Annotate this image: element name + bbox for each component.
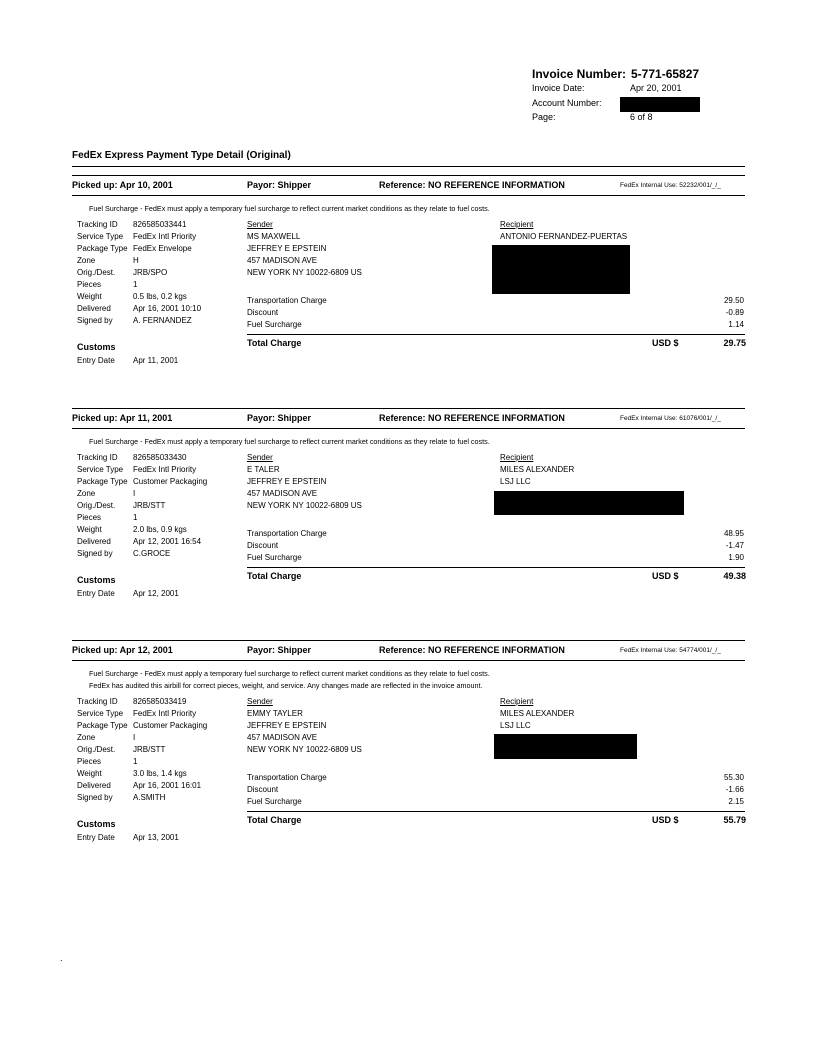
payor: Payor: Shipper [247, 180, 312, 190]
page-number: 6 of 8 [630, 112, 653, 122]
recipient-label: Recipient [500, 697, 534, 706]
picked-up: Picked up: Apr 10, 2001 [72, 180, 173, 190]
transportation-charge-value: 48.95 [723, 529, 744, 538]
value-weight: 0.5 lbs, 0.2 kgs [133, 292, 187, 301]
currency-label: USD $ [652, 815, 679, 825]
invoice-date: Apr 20, 2001 [630, 83, 682, 93]
currency-label: USD $ [652, 571, 679, 581]
invoice-number-label: Invoice Number: [532, 67, 627, 81]
discount-label: Discount [247, 785, 279, 794]
sender-line: E TALER [247, 465, 280, 474]
total-line [247, 811, 745, 812]
section-title: FedEx Express Payment Type Detail (Original) [72, 150, 291, 161]
shipment-top-line [72, 640, 745, 641]
entry-date-value: Apr 11, 2001 [133, 356, 179, 365]
value-package-type: Customer Packaging [133, 477, 208, 486]
customs-label: Customs [77, 575, 116, 585]
shipment-header-line [72, 195, 745, 196]
value-pieces: 1 [133, 280, 138, 289]
value-zone: H [133, 256, 139, 265]
entry-date-value: Apr 12, 2001 [133, 589, 179, 598]
total-line [247, 334, 745, 335]
divider [72, 166, 745, 167]
label-pieces: Pieces [77, 757, 102, 766]
payor: Payor: Shipper [247, 413, 312, 423]
total-charge-value: 49.38 [723, 571, 746, 581]
value-orig-dest: JRB/SPO [133, 268, 168, 277]
sender-line: EMMY TAYLER [247, 709, 303, 718]
value-delivered: Apr 16, 2001 16:01 [133, 781, 202, 790]
discount-value: -0.89 [725, 308, 744, 317]
value-service-type: FedEx Intl Priority [133, 465, 197, 474]
internal-use: FedEx Internal Use: 52232/001/_/_ [620, 182, 721, 189]
total-charge-value: 55.79 [723, 815, 746, 825]
fuel-surcharge-value: 1.14 [728, 320, 744, 329]
entry-date-label: Entry Date [77, 589, 115, 598]
value-signed-by: A.SMITH [133, 793, 166, 802]
label-pieces: Pieces [77, 513, 102, 522]
value-tracking-id: 826585033419 [133, 697, 187, 706]
sender-label: Sender [247, 220, 273, 229]
discount-label: Discount [247, 308, 279, 317]
value-orig-dest: JRB/STT [133, 501, 166, 510]
recipient-redaction [494, 734, 637, 759]
customs-label: Customs [77, 819, 116, 829]
label-zone: Zone [77, 489, 96, 498]
internal-use: FedEx Internal Use: 61076/001/_/_ [620, 415, 721, 422]
entry-date-label: Entry Date [77, 833, 115, 842]
label-signed-by: Signed by [77, 793, 113, 802]
label-delivered: Delivered [77, 537, 111, 546]
total-line [247, 567, 745, 568]
shipment-top-line [72, 408, 745, 409]
fuel-surcharge-value: 2.15 [728, 797, 744, 806]
recipient-redaction [494, 491, 684, 515]
value-signed-by: A. FERNANDEZ [133, 316, 192, 325]
page-label: Page: [532, 112, 556, 122]
label-pieces: Pieces [77, 280, 102, 289]
value-delivered: Apr 16, 2001 10:10 [133, 304, 202, 313]
note-line: FedEx has audited this airbill for correct pieces, weight, and service. Any changes made are reflected in the invoice amount. [89, 681, 483, 690]
value-pieces: 1 [133, 757, 138, 766]
label-weight: Weight [77, 292, 102, 301]
sender-line: NEW YORK NY 10022-6809 US [247, 268, 362, 277]
label-tracking-id: Tracking ID [77, 453, 118, 462]
value-orig-dest: JRB/STT [133, 745, 166, 754]
invoice-date-label: Invoice Date: [532, 83, 585, 93]
transportation-charge-value: 55.30 [723, 773, 744, 782]
transportation-charge-label: Transportation Charge [247, 529, 327, 538]
label-package-type: Package Type [77, 721, 128, 730]
recipient-line: MILES ALEXANDER [500, 465, 575, 474]
label-package-type: Package Type [77, 477, 128, 486]
discount-value: -1.47 [725, 541, 744, 550]
label-service-type: Service Type [77, 465, 124, 474]
discount-label: Discount [247, 541, 279, 550]
recipient-redaction [492, 245, 630, 294]
entry-date-label: Entry Date [77, 356, 115, 365]
value-delivered: Apr 12, 2001 16:54 [133, 537, 202, 546]
picked-up: Picked up: Apr 12, 2001 [72, 645, 173, 655]
label-tracking-id: Tracking ID [77, 697, 118, 706]
payor: Payor: Shipper [247, 645, 312, 655]
label-tracking-id: Tracking ID [77, 220, 118, 229]
label-delivered: Delivered [77, 781, 111, 790]
total-charge-label: Total Charge [247, 571, 302, 581]
reference: Reference: NO REFERENCE INFORMATION [379, 413, 565, 423]
total-charge-label: Total Charge [247, 815, 302, 825]
reference: Reference: NO REFERENCE INFORMATION [379, 180, 565, 190]
fuel-surcharge-label: Fuel Surcharge [247, 553, 302, 562]
account-number-redaction [620, 97, 700, 112]
label-weight: Weight [77, 525, 102, 534]
total-charge-value: 29.75 [723, 338, 746, 348]
fuel-surcharge-label: Fuel Surcharge [247, 797, 302, 806]
reference: Reference: NO REFERENCE INFORMATION [379, 645, 565, 655]
label-service-type: Service Type [77, 709, 124, 718]
value-service-type: FedEx Intl Priority [133, 709, 197, 718]
sender-label: Sender [247, 453, 273, 462]
sender-label: Sender [247, 697, 273, 706]
label-signed-by: Signed by [77, 316, 113, 325]
recipient-line: LSJ LLC [500, 721, 531, 730]
label-delivered: Delivered [77, 304, 111, 313]
transportation-charge-label: Transportation Charge [247, 296, 327, 305]
sender-line: 457 MADISON AVE [247, 733, 318, 742]
sender-line: 457 MADISON AVE [247, 489, 318, 498]
shipment-top-line [72, 175, 745, 176]
label-package-type: Package Type [77, 244, 128, 253]
sender-line: JEFFREY E EPSTEIN [247, 721, 327, 730]
customs-label: Customs [77, 342, 116, 352]
value-weight: 3.0 lbs, 1.4 kgs [133, 769, 187, 778]
value-weight: 2.0 lbs, 0.9 kgs [133, 525, 187, 534]
footer-mark: . [60, 953, 63, 963]
transportation-charge-value: 29.50 [723, 296, 744, 305]
value-zone: I [133, 733, 136, 742]
label-zone: Zone [77, 733, 96, 742]
picked-up: Picked up: Apr 11, 2001 [72, 413, 173, 423]
recipient-label: Recipient [500, 453, 534, 462]
currency-label: USD $ [652, 338, 679, 348]
label-zone: Zone [77, 256, 96, 265]
value-signed-by: C.GROCE [133, 549, 171, 558]
value-package-type: FedEx Envelope [133, 244, 192, 253]
value-tracking-id: 826585033430 [133, 453, 187, 462]
label-orig-dest: Orig./Dest. [77, 745, 116, 754]
label-orig-dest: Orig./Dest. [77, 268, 116, 277]
shipment-header-line [72, 660, 745, 661]
total-charge-label: Total Charge [247, 338, 302, 348]
fuel-surcharge-label: Fuel Surcharge [247, 320, 302, 329]
sender-line: JEFFREY E EPSTEIN [247, 477, 327, 486]
recipient-label: Recipient [500, 220, 534, 229]
label-orig-dest: Orig./Dest. [77, 501, 116, 510]
invoice-number: 5-771-65827 [631, 67, 700, 81]
label-weight: Weight [77, 769, 102, 778]
recipient-line: LSJ LLC [500, 477, 531, 486]
value-service-type: FedEx Intl Priority [133, 232, 197, 241]
transportation-charge-label: Transportation Charge [247, 773, 327, 782]
note-line: Fuel Surcharge - FedEx must apply a temporary fuel surcharge to reflect current market conditions as they relate to fuel costs. [89, 437, 490, 446]
shipment-header-line [72, 428, 745, 429]
note-line: Fuel Surcharge - FedEx must apply a temporary fuel surcharge to reflect current market conditions as they relate to fuel costs. [89, 669, 490, 678]
recipient-line: MILES ALEXANDER [500, 709, 575, 718]
label-signed-by: Signed by [77, 549, 113, 558]
value-pieces: 1 [133, 513, 138, 522]
sender-line: MS MAXWELL [247, 232, 301, 241]
label-service-type: Service Type [77, 232, 124, 241]
fuel-surcharge-value: 1.90 [728, 553, 744, 562]
sender-line: NEW YORK NY 10022-6809 US [247, 745, 362, 754]
account-number-label: Account Number: [532, 98, 602, 108]
value-tracking-id: 826585033441 [133, 220, 187, 229]
note-line: Fuel Surcharge - FedEx must apply a temporary fuel surcharge to reflect current market conditions as they relate to fuel costs. [89, 204, 490, 213]
internal-use: FedEx Internal Use: 54774/001/_/_ [620, 647, 721, 654]
entry-date-value: Apr 13, 2001 [133, 833, 179, 842]
value-zone: I [133, 489, 136, 498]
sender-line: 457 MADISON AVE [247, 256, 318, 265]
recipient-line: ANTONIO FERNANDEZ-PUERTAS [500, 232, 628, 241]
sender-line: NEW YORK NY 10022-6809 US [247, 501, 362, 510]
sender-line: JEFFREY E EPSTEIN [247, 244, 327, 253]
discount-value: -1.66 [725, 785, 744, 794]
value-package-type: Customer Packaging [133, 721, 208, 730]
